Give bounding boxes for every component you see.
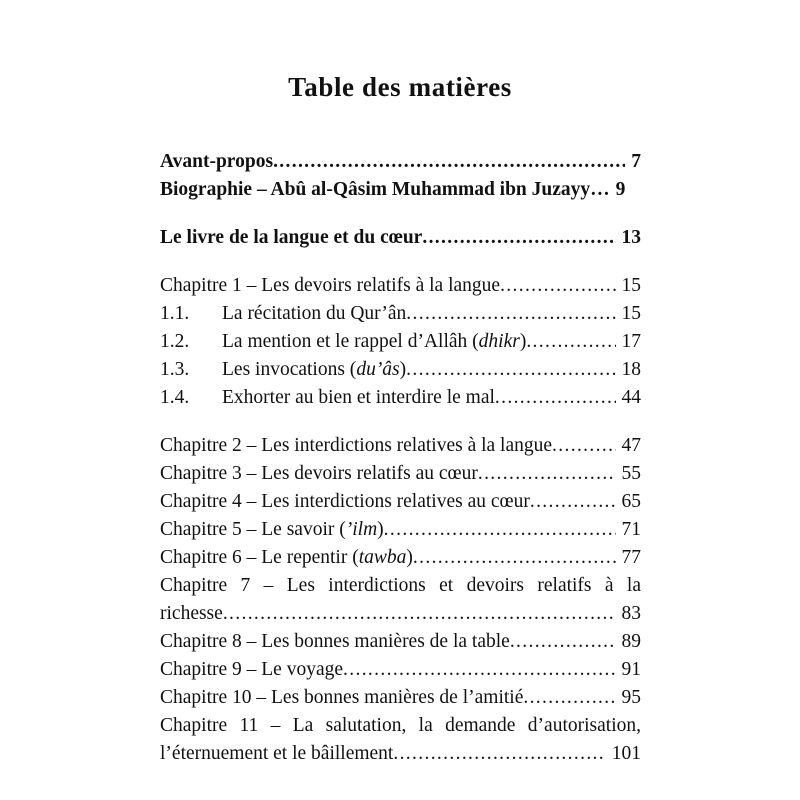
toc-entry-line (160, 356, 641, 384)
dot-leader (343, 656, 615, 684)
entry-label (222, 328, 526, 356)
dot-leader (523, 684, 615, 712)
toc-entry-line (160, 148, 641, 176)
dot-leader (413, 544, 616, 572)
toc-entry-line (160, 432, 641, 460)
page-number: 101 (611, 743, 641, 764)
toc-entry[interactable] (160, 572, 641, 628)
entry-label: Chapitre 1 – Les devoirs relatifs à la langue (160, 275, 501, 296)
entry-label (160, 516, 384, 544)
dot-leader (526, 328, 615, 356)
entry-number: 1.4. (160, 387, 190, 408)
toc-entry-line (160, 176, 641, 204)
page-number: 15 (621, 275, 641, 296)
page-number: 13 (621, 227, 641, 248)
toc-entry[interactable] (160, 384, 641, 412)
entry-label: l’éternuement et le bâillement (160, 743, 394, 764)
dot-leader (223, 600, 616, 628)
toc-entry[interactable] (160, 712, 641, 768)
toc-entry[interactable] (160, 544, 641, 572)
page-number: 89 (621, 631, 641, 652)
toc-entry-line (160, 684, 641, 712)
page-number: 44 (621, 387, 641, 408)
entry-label-text: Chapitre 6 – Le repentir ( (160, 547, 359, 568)
entry-label: Chapitre 2 – Les interdictions relatives à la langue (160, 435, 553, 456)
page-number: 71 (621, 519, 641, 540)
entry-label: Chapitre 8 – Les bonnes manières de la table (160, 631, 510, 652)
page-title: Table des matières (288, 72, 512, 102)
dot-leader (384, 516, 616, 544)
toc-group (160, 148, 641, 204)
entry-label: Biographie – Abû al-Qâsim Muhammad ibn Juzayy… (160, 179, 610, 200)
toc-entry[interactable] (160, 488, 641, 516)
toc-entry-first-line: Chapitre 11 – La salutation, la demande d’autorisation, (160, 715, 641, 736)
page-number: 9 (615, 179, 626, 200)
toc-group (160, 224, 641, 252)
toc-entry[interactable] (160, 684, 641, 712)
dot-leader (552, 432, 615, 460)
dot-leader (510, 628, 616, 656)
entry-label: Exhorter au bien et interdire le mal (222, 387, 495, 408)
entry-label-text-after: ) (406, 547, 413, 568)
entry-label-transliteration: dhikr (478, 331, 520, 352)
dot-leader (422, 224, 615, 252)
page-number: 91 (621, 659, 641, 680)
toc-entry-line (160, 460, 641, 488)
entry-label-text: Chapitre 5 – Le savoir ( (160, 519, 346, 540)
toc-entry-line (160, 656, 641, 684)
entry-number: 1.1. (160, 303, 190, 324)
page-number: 95 (621, 687, 641, 708)
toc-entry[interactable] (160, 224, 641, 252)
toc-entry-line (160, 740, 641, 768)
page-number: 47 (621, 435, 641, 456)
toc-entry[interactable] (160, 176, 641, 204)
page-number: 17 (621, 331, 641, 352)
page-number: 77 (621, 547, 641, 568)
entry-label: Chapitre 10 – Les bonnes manières de l’amitié (160, 687, 524, 708)
toc-entry[interactable] (160, 356, 641, 384)
entry-label-transliteration: ’ilm (345, 519, 378, 540)
entry-label: Le livre de la langue et du cœur (160, 227, 423, 248)
entry-label-text-after: ) (377, 519, 384, 540)
toc-entry[interactable] (160, 516, 641, 544)
toc-entry[interactable] (160, 656, 641, 684)
toc-entry-line (160, 328, 641, 356)
toc-entry[interactable] (160, 328, 641, 356)
entry-number: 1.2. (160, 331, 190, 352)
dot-leader (495, 384, 616, 412)
dot-leader (500, 272, 615, 300)
page-number: 55 (621, 463, 641, 484)
entry-number: 1.3. (160, 359, 190, 380)
entry-label (160, 544, 413, 572)
toc-entry-line (160, 488, 641, 516)
toc-entry[interactable] (160, 272, 641, 300)
toc-entry-line (160, 224, 641, 252)
page-number: 15 (621, 303, 641, 324)
toc-entry[interactable] (160, 628, 641, 656)
toc-entry-line (160, 384, 641, 412)
toc-entry[interactable] (160, 432, 641, 460)
page-number: 65 (621, 491, 641, 512)
toc-entry-line (160, 628, 641, 656)
toc-group (160, 272, 641, 412)
toc-entry-line (160, 300, 641, 328)
toc-entry-line (160, 516, 641, 544)
page-number: 83 (621, 603, 641, 624)
entry-label: La récitation du Qur’ân (222, 303, 407, 324)
toc-entry[interactable] (160, 148, 641, 176)
entry-label-transliteration: du’âs (356, 359, 400, 380)
entry-label-transliteration: tawba (358, 547, 407, 568)
toc-entry-line (160, 600, 641, 628)
entry-label (222, 356, 406, 384)
toc-entry[interactable] (160, 460, 641, 488)
dot-leader (478, 460, 616, 488)
entry-label-text: La mention et le rappel d’Allâh ( (222, 331, 479, 352)
entry-label-text-after: ) (519, 331, 527, 352)
toc-entry-line (160, 272, 641, 300)
dot-leader (406, 356, 615, 384)
entry-label-text-after: ) (399, 359, 407, 380)
dot-leader (530, 488, 616, 516)
toc-entry-line (160, 544, 641, 572)
toc-entry-first-line: Chapitre 7 – Les interdictions et devoirs relatifs à la (160, 575, 641, 596)
page-number: 7 (631, 151, 641, 172)
entry-label: Chapitre 9 – Le voyage (160, 659, 344, 680)
page-number: 18 (621, 359, 641, 380)
dot-leader (393, 740, 605, 768)
entry-label: richesse (160, 603, 223, 624)
dot-leader (273, 148, 625, 176)
toc-group (160, 432, 641, 768)
toc-entries-container (160, 148, 641, 768)
entry-label: Chapitre 3 – Les devoirs relatifs au cœur (160, 463, 478, 484)
dot-leader (406, 300, 615, 328)
toc-entry[interactable] (160, 300, 641, 328)
entry-label-text: Les invocations ( (222, 359, 357, 380)
entry-label: Chapitre 4 – Les interdictions relatives au cœur (160, 491, 530, 512)
entry-label: Avant-propos (160, 151, 274, 172)
